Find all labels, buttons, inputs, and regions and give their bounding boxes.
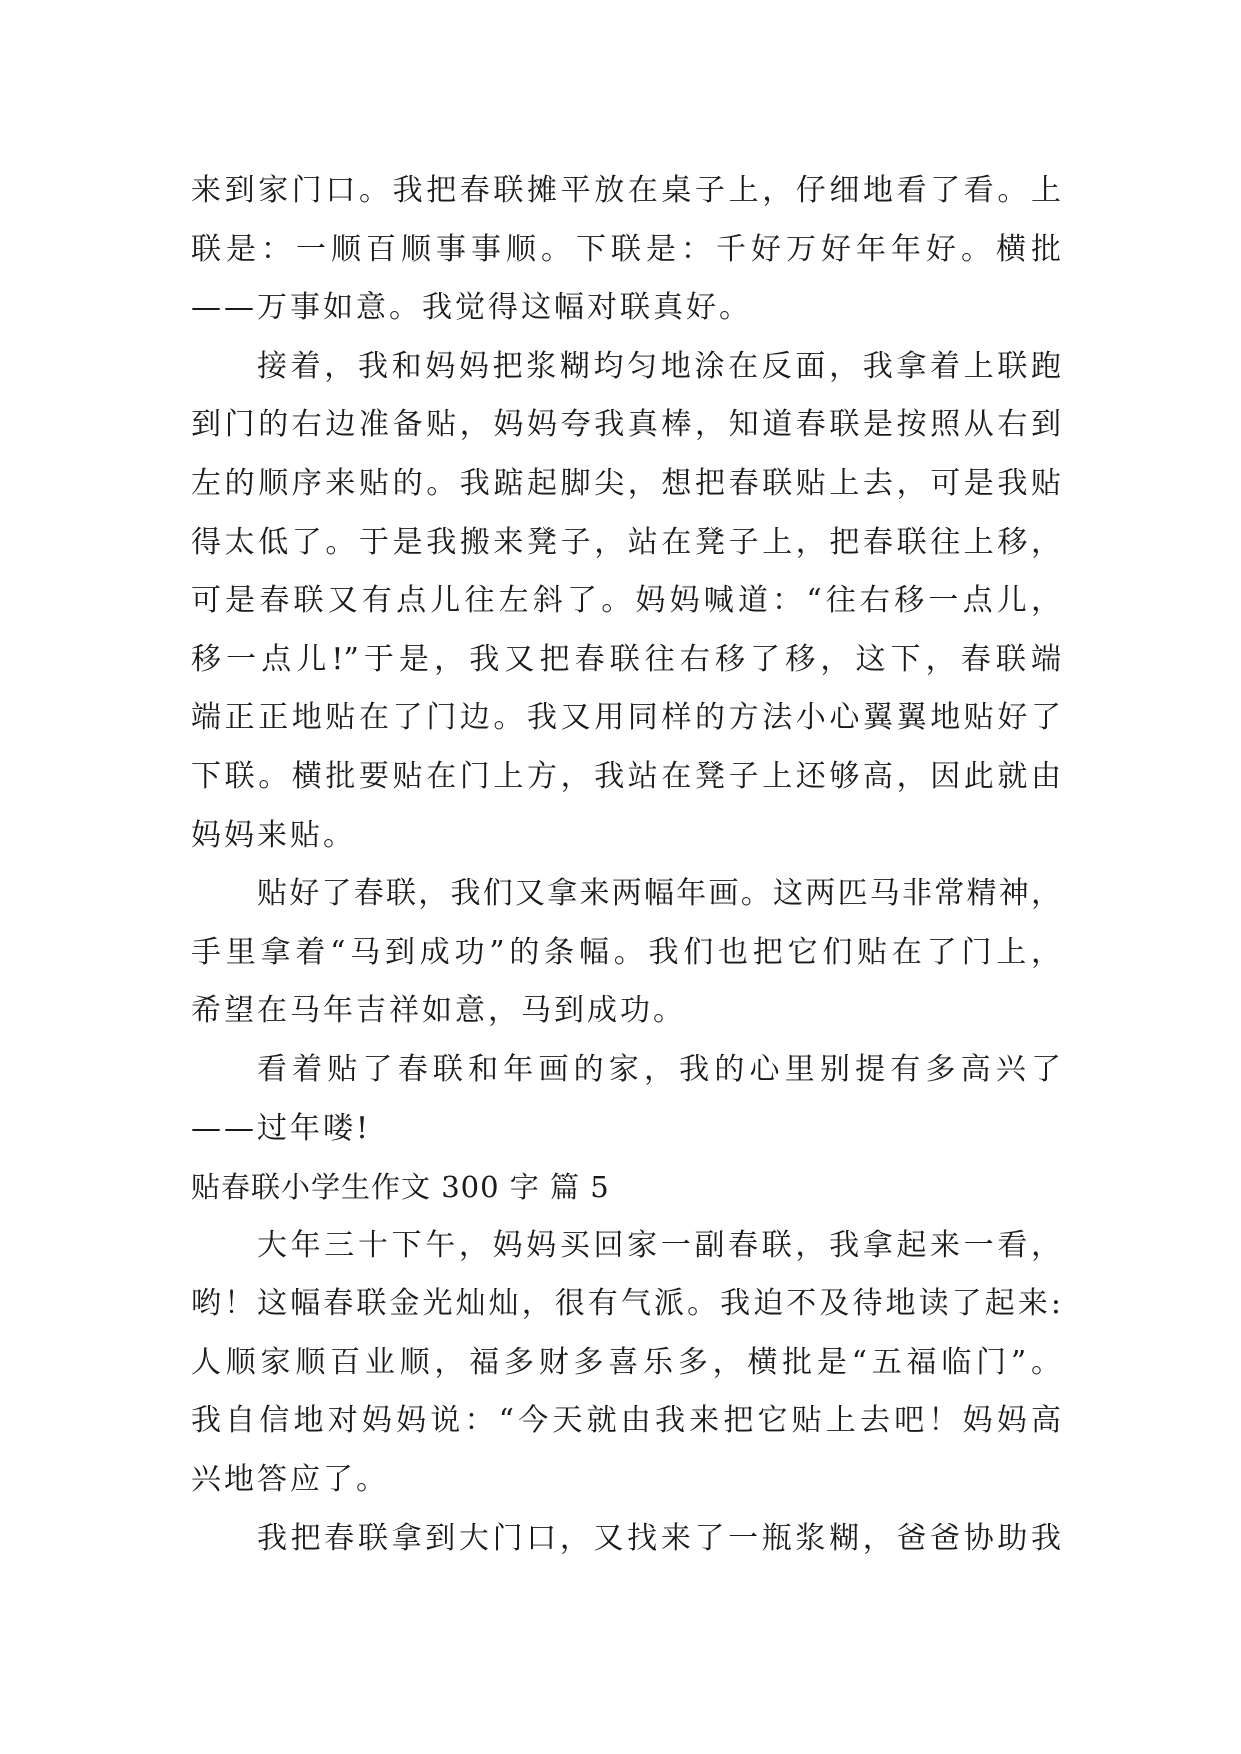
- text-line: 联是：一顺百顺事事顺。下联是：千好万好年年好。横批: [191, 231, 1061, 267]
- text-line: 妈妈来贴。: [191, 817, 356, 853]
- paragraph-first-line: 看着贴了春联和年画的家，我的心里别提有多高兴了: [257, 1051, 1061, 1087]
- text-line: 下联。横批要贴在门上方，我站在凳子上还够高，因此就由: [191, 758, 1061, 794]
- text-line: 端正正地贴在了门边。我又用同样的方法小心翼翼地贴好了: [191, 700, 1061, 736]
- text-line: 到门的右边准备贴，妈妈夸我真棒，知道春联是按照从右到: [191, 407, 1061, 443]
- text-line: 移一点儿!”于是，我又把春联往右移了移，这下，春联端: [191, 641, 1061, 677]
- text-line: 可是春联又有点儿往左斜了。妈妈喊道：“往右移一点儿，: [191, 583, 1061, 619]
- text-line: 得太低了。于是我搬来凳子，站在凳子上，把春联往上移，: [191, 524, 1061, 560]
- essay-text: [191, 162, 1061, 1568]
- paragraph-first-line: 贴好了春联，我们又拿来两幅年画。这两匹马非常精神，: [257, 876, 1061, 912]
- text-line: 来到家门口。我把春联摊平放在桌子上，仔细地看了看。上: [191, 173, 1061, 208]
- text-line: 希望在马年吉祥如意，马到成功。: [191, 993, 686, 1029]
- paragraph-first-line: 我把春联拿到大门口，又找来了一瓶浆糊，爸爸协助我: [257, 1520, 1061, 1556]
- section-heading: 贴春联小学生作文 300 字 篇 5: [191, 1170, 610, 1205]
- text-line: 我自信地对妈妈说：“今天就由我来把它贴上去吧！妈妈高: [191, 1403, 1061, 1439]
- text-line: 人顺家顺百业顺，福多财多喜乐多，横批是“五福临门”。: [191, 1344, 1061, 1380]
- text-line: 哟！这幅春联金光灿灿，很有气派。我迫不及待地读了起来:: [191, 1286, 1061, 1322]
- paragraph-first-line: 大年三十下午，妈妈买回家一副春联，我拿起来一看，: [257, 1227, 1061, 1263]
- text-line: ——过年喽!: [191, 1110, 372, 1146]
- paragraph-first-line: 接着，我和妈妈把浆糊均匀地涂在反面，我拿着上联跑: [257, 348, 1061, 384]
- text-line: 兴地答应了。: [191, 1462, 389, 1498]
- text-line: 左的顺序来贴的。我踮起脚尖，想把春联贴上去，可是我贴: [191, 465, 1061, 501]
- text-line: 手里拿着“马到成功”的条幅。我们也把它们贴在了门上，: [191, 934, 1061, 970]
- text-line: ——万事如意。我觉得这幅对联真好。: [191, 290, 752, 326]
